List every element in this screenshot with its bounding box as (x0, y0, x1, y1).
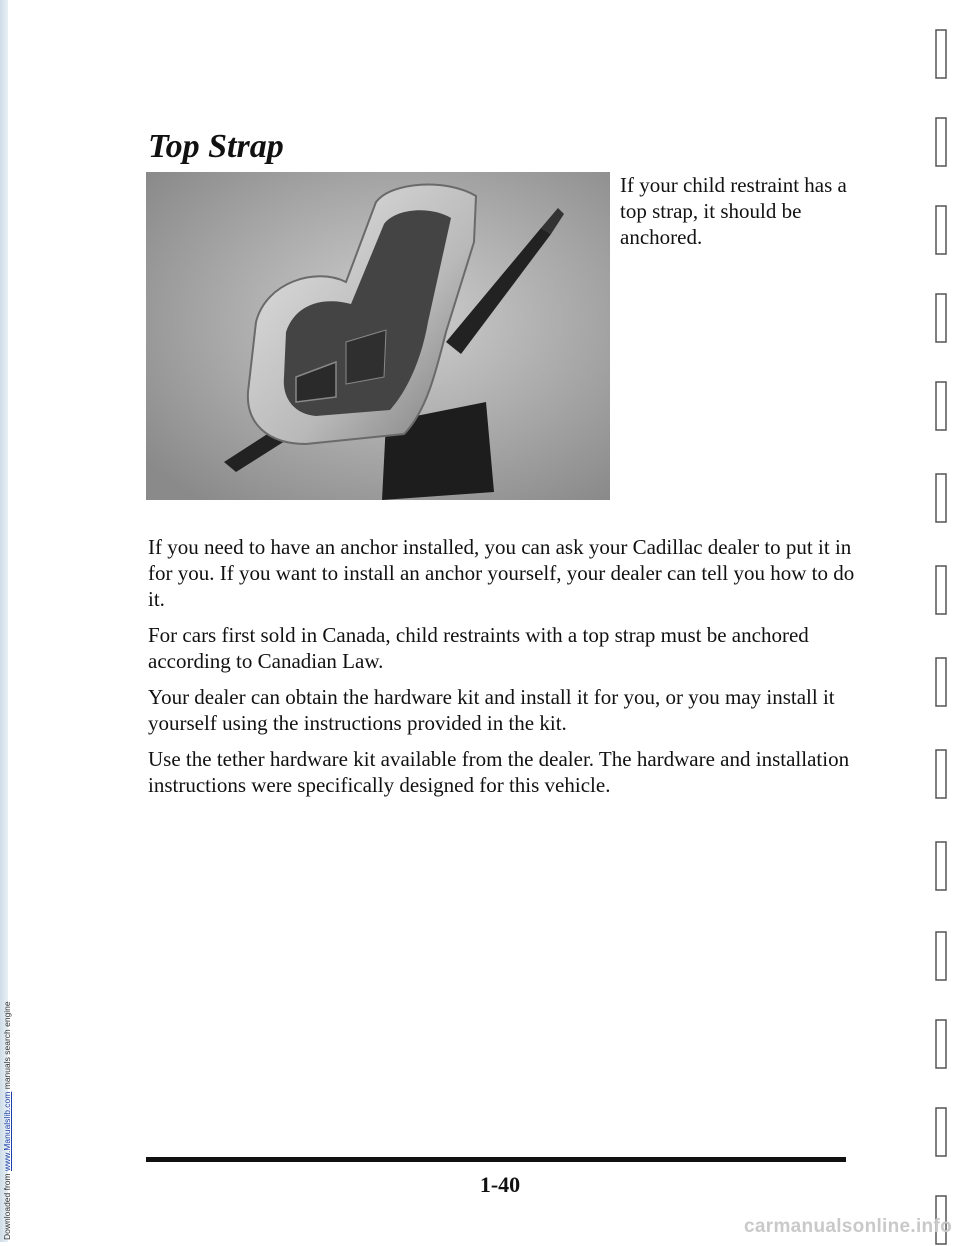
index-tab (934, 656, 948, 708)
paragraph: Your dealer can obtain the hardware kit and install it for you, or you may install it yourself using the instructions provided in the kit. (148, 685, 835, 735)
index-tab (934, 204, 948, 256)
index-tab (934, 1018, 948, 1070)
index-tab (934, 930, 948, 982)
paragraph: If you need to have an anchor installed, you can ask your Cadillac dealer to put it in for you. If you want to install an anchor yourself, your dealer can tell you how to do it. (148, 535, 855, 611)
index-tab (934, 116, 948, 168)
index-tab (934, 840, 948, 892)
footer-rule (146, 1157, 846, 1162)
body-text (148, 534, 868, 808)
index-tab (934, 564, 948, 616)
paragraph: For cars first sold in Canada, child restraints with a top strap must be anchored according to Canadian Law. (148, 623, 809, 673)
side-note-prefix: Downloaded from (2, 1173, 12, 1240)
page-number: 1-40 (479, 1172, 521, 1197)
photo-caption: If your child restraint has a top strap, it should be anchored. (620, 173, 847, 249)
manualslib-link[interactable]: www.Manualslib.com (2, 1091, 12, 1171)
side-note-suffix: manuals search engine (2, 1001, 12, 1090)
site-watermark: carmanualsonline.info (744, 1216, 952, 1237)
index-tab (934, 472, 948, 524)
paragraph: Use the tether hardware kit available from the dealer. The hardware and installation instructions were specifically designed for this vehicle. (148, 747, 850, 797)
index-tab (934, 1106, 948, 1158)
child-seat-photo (146, 172, 610, 500)
index-tab (934, 748, 948, 800)
index-tab (934, 28, 948, 80)
edge-index-tabs (926, 0, 960, 1242)
section-heading: Top Strap (148, 128, 284, 165)
index-tab (934, 380, 948, 432)
index-tab (934, 292, 948, 344)
download-side-note (2, 0, 12, 1240)
